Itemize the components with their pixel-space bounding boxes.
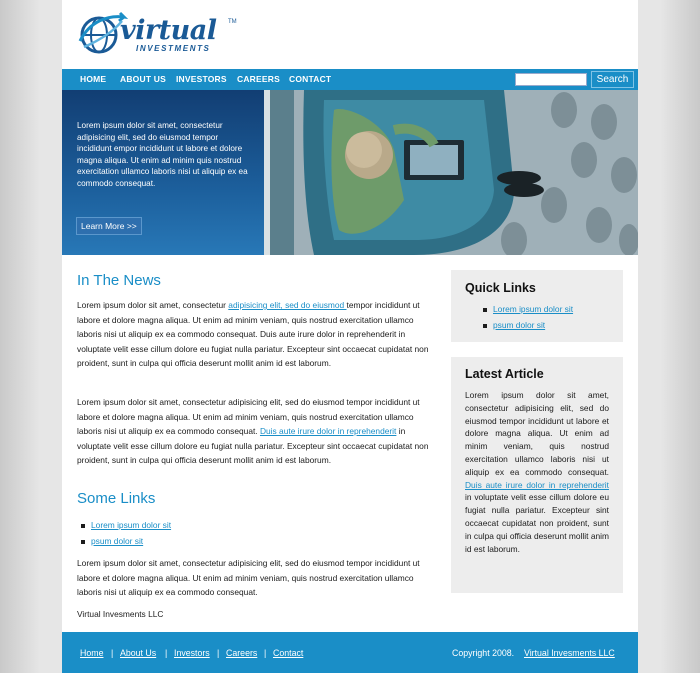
quick-link-1[interactable]: Lorem ipsum dolor sit — [493, 304, 574, 314]
nav-careers[interactable]: CAREERS — [237, 74, 280, 84]
company-name: Virtual Invesments LLC — [77, 609, 164, 619]
hero-banner — [62, 90, 638, 255]
header — [62, 0, 638, 69]
news-heading: In The News — [77, 272, 161, 289]
bullet-icon — [483, 324, 487, 328]
list-item — [483, 318, 573, 334]
trademark: TM — [228, 19, 237, 25]
logo-tagline: INVESTMENTS — [136, 44, 211, 53]
latest-article-text — [465, 389, 609, 555]
footer-company-link[interactable]: Virtual Invesments LLC — [524, 648, 615, 658]
article-link[interactable]: Duis aute irure dolor in reprehenderit — [465, 479, 609, 490]
some-links-heading: Some Links — [77, 490, 156, 507]
logo[interactable] — [78, 11, 237, 61]
footer-separator: | — [111, 648, 114, 658]
logo-wordmark: virtual — [120, 15, 217, 46]
footer-link-about-us[interactable]: About Us — [120, 648, 157, 658]
hero-text: Lorem ipsum dolor sit amet, consectetur adipisicing elit, sed do eiusmod tempor incididunt empor incididunt ut labore et dolore magna aliqua. Ut enim ad minim quis nostrud exercitation ullamco laboris nisi ut aliquip ex ea commodo consequat. — [77, 121, 248, 188]
some-link-2[interactable]: psum dolor sit — [91, 535, 144, 546]
quick-links-heading: Quick Links — [465, 281, 536, 295]
latest-article-heading: Latest Article — [465, 367, 544, 381]
copyright-text: Copyright 2008. — [452, 648, 515, 658]
nav-contact[interactable]: CONTACT — [289, 74, 332, 84]
bullet-icon — [483, 308, 487, 312]
news-p2-link[interactable]: Duis aute irure dolor in reprehenderit — [259, 426, 397, 437]
nav-home[interactable]: HOME — [80, 74, 107, 84]
closing-paragraph: Lorem ipsum dolor sit amet, consectetur adipisicing elit, sed do eiusmod tempor incididunt ut labore et dolore magna aliqua. Ut enim ad minim veniam, quis nostrud exercitation ullamco laboris nisi ut aliquip ex ea commodo consequat. — [77, 558, 420, 598]
footer-separator: | — [217, 648, 220, 658]
search-button[interactable]: Search — [591, 71, 634, 88]
quick-links-box — [451, 270, 623, 342]
nav-investors[interactable]: INVESTORS — [176, 74, 227, 84]
footer-link-contact[interactable]: Contact — [273, 648, 304, 658]
news-paragraph-1 — [77, 298, 439, 371]
search-input[interactable] — [515, 73, 587, 86]
news-p2-text-end: in voluptate velit esse cillum dolore eu fugiat nulla pariatur. Excepteur sint occaecat cupidatat non proident, sunt in culpa qui officia deserunt mollit anim id est laborum. — [77, 426, 429, 466]
footer-link-home[interactable]: Home — [80, 648, 104, 658]
learn-more-button[interactable]: Learn More >> — [76, 217, 142, 235]
footer-separator: | — [264, 648, 267, 658]
bullet-icon — [81, 540, 85, 544]
hero-photo — [264, 90, 638, 255]
list-item — [81, 518, 171, 534]
article-text-start: Lorem ipsum dolor sit amet, consectetur adipisicing elit, sed do eiusmod tempor incididunt ut labore et dolore magna aliqua. Ut enim ad minim veniam, quis nostrud exercitation ullamco laboris nisi ut aliquip ex ea commodo consequat. — [465, 390, 609, 477]
news-paragraph-2 — [77, 395, 439, 468]
page — [62, 0, 638, 673]
footer-link-investors[interactable]: Investors — [174, 648, 210, 658]
footer-link-careers[interactable]: Careers — [226, 648, 258, 658]
latest-article-box — [451, 357, 623, 593]
news-p2-text: Lorem ipsum dolor sit amet, consectetur adipisicing elit, sed do eiusmod tempor incididunt ut labore et dolore magna aliqua. Ut enim ad minim veniam, quis nostrud exercitation ullamco laboris nisi ut aliquip ex ea commodo consequat. — [77, 397, 420, 437]
some-links-list — [81, 518, 171, 549]
footer-separator: | — [165, 648, 168, 658]
some-link-1[interactable]: Lorem ipsum dolor sit — [91, 520, 172, 530]
article-text-end: in voluptate velit esse cillum dolore eu fugiat nulla pariatur. Excepteur sint occaecat cupidatat non proident, sunt in culpa qui officia deserunt mollit anim id est laborum. — [465, 492, 609, 554]
quick-link-2[interactable]: psum dolor sit — [493, 319, 546, 330]
list-item — [81, 534, 171, 550]
bullet-icon — [81, 524, 85, 528]
news-p1-text: Lorem ipsum dolor sit amet, consectetur — [77, 300, 229, 310]
nav-about-us[interactable]: ABOUT US — [120, 74, 166, 84]
news-p1-link[interactable]: adipisicing elit, sed do eiusmod — [228, 300, 347, 310]
news-p1-text-end: tempor incididunt ut labore et dolore magna aliqua. Ut enim ad minim veniam, quis nostrud exercitation ullamco laboris nisi ut aliquip ex ea commodo consequat. Duis aute irure dolor in reprehenderit in voluptate velit esse cillum dolore eu fugiat nulla pariatur. Excepteur sint occaecat cupidatat non proident, sunt in culpa qui officia deserunt mollit anim id est laborum. — [77, 300, 429, 369]
list-item — [483, 302, 573, 318]
quick-links-list — [483, 302, 573, 333]
footer — [62, 632, 638, 673]
hero-text-panel — [62, 90, 264, 255]
